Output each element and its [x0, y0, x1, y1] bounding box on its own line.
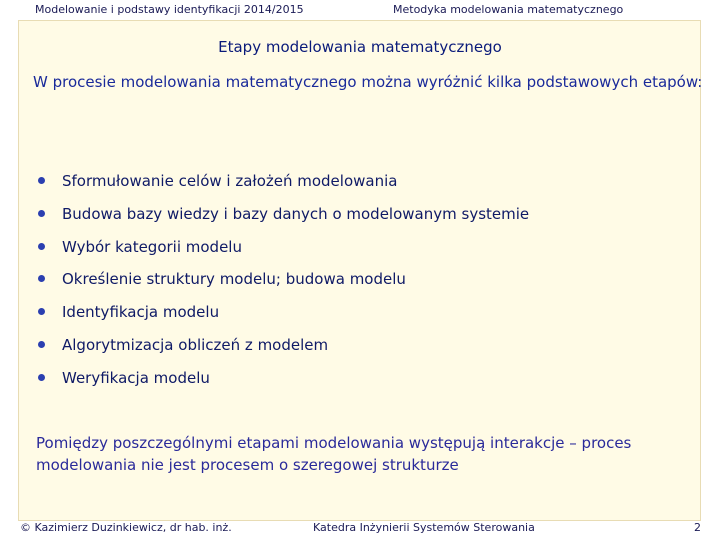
- list-item-text: Sformułowanie celów i założeń modelowania: [62, 172, 398, 190]
- header-course: Modelowanie i podstawy identyfikacji 2014/2015: [35, 3, 304, 16]
- list-item: [38, 263, 529, 296]
- conclusion-text: Pomiędzy poszczególnymi etapami modelowania występują interakcje – proces modelowania nie jest procesem o szeregowej strukturze: [36, 434, 632, 474]
- stages-list: [38, 165, 529, 395]
- bullet-icon: [38, 243, 45, 250]
- bullet-icon: [38, 374, 45, 381]
- list-item: [38, 231, 529, 264]
- bullet-icon: [38, 275, 45, 282]
- bullet-icon: [38, 308, 45, 315]
- footer-author: © Kazimierz Duzinkiewicz, dr hab. inż.: [20, 521, 232, 534]
- footer-department: Katedra Inżynierii Systemów Sterowania: [313, 521, 535, 534]
- header-topic: Metodyka modelowania matematycznego: [393, 3, 624, 16]
- list-item-text: Określenie struktury modelu; budowa modelu: [62, 270, 406, 289]
- list-item-text: Weryfikacja modelu: [62, 368, 210, 387]
- list-item: [38, 165, 529, 198]
- list-item-text: Budowa bazy wiedzy i bazy danych o modelowanym systemie: [62, 204, 530, 223]
- bullet-icon: [38, 341, 45, 348]
- list-item-text: Wybór kategorii modelu: [62, 237, 242, 256]
- intro-text: W procesie modelowania matematycznego można wyróżnić kilka podstawowych etapów:: [33, 73, 703, 91]
- list-item: [38, 296, 529, 329]
- list-item-text: Algorytmizacja obliczeń z modelem: [62, 335, 329, 354]
- list-item-text: Identyfikacja modelu: [62, 303, 220, 322]
- list-item: [38, 329, 529, 362]
- slide-title: Etapy modelowania matematycznego: [218, 38, 502, 56]
- list-item: [38, 198, 529, 231]
- bullet-icon: [38, 210, 45, 217]
- bullet-icon: [38, 177, 45, 184]
- list-item: [38, 362, 529, 395]
- page-number: 2: [694, 521, 701, 534]
